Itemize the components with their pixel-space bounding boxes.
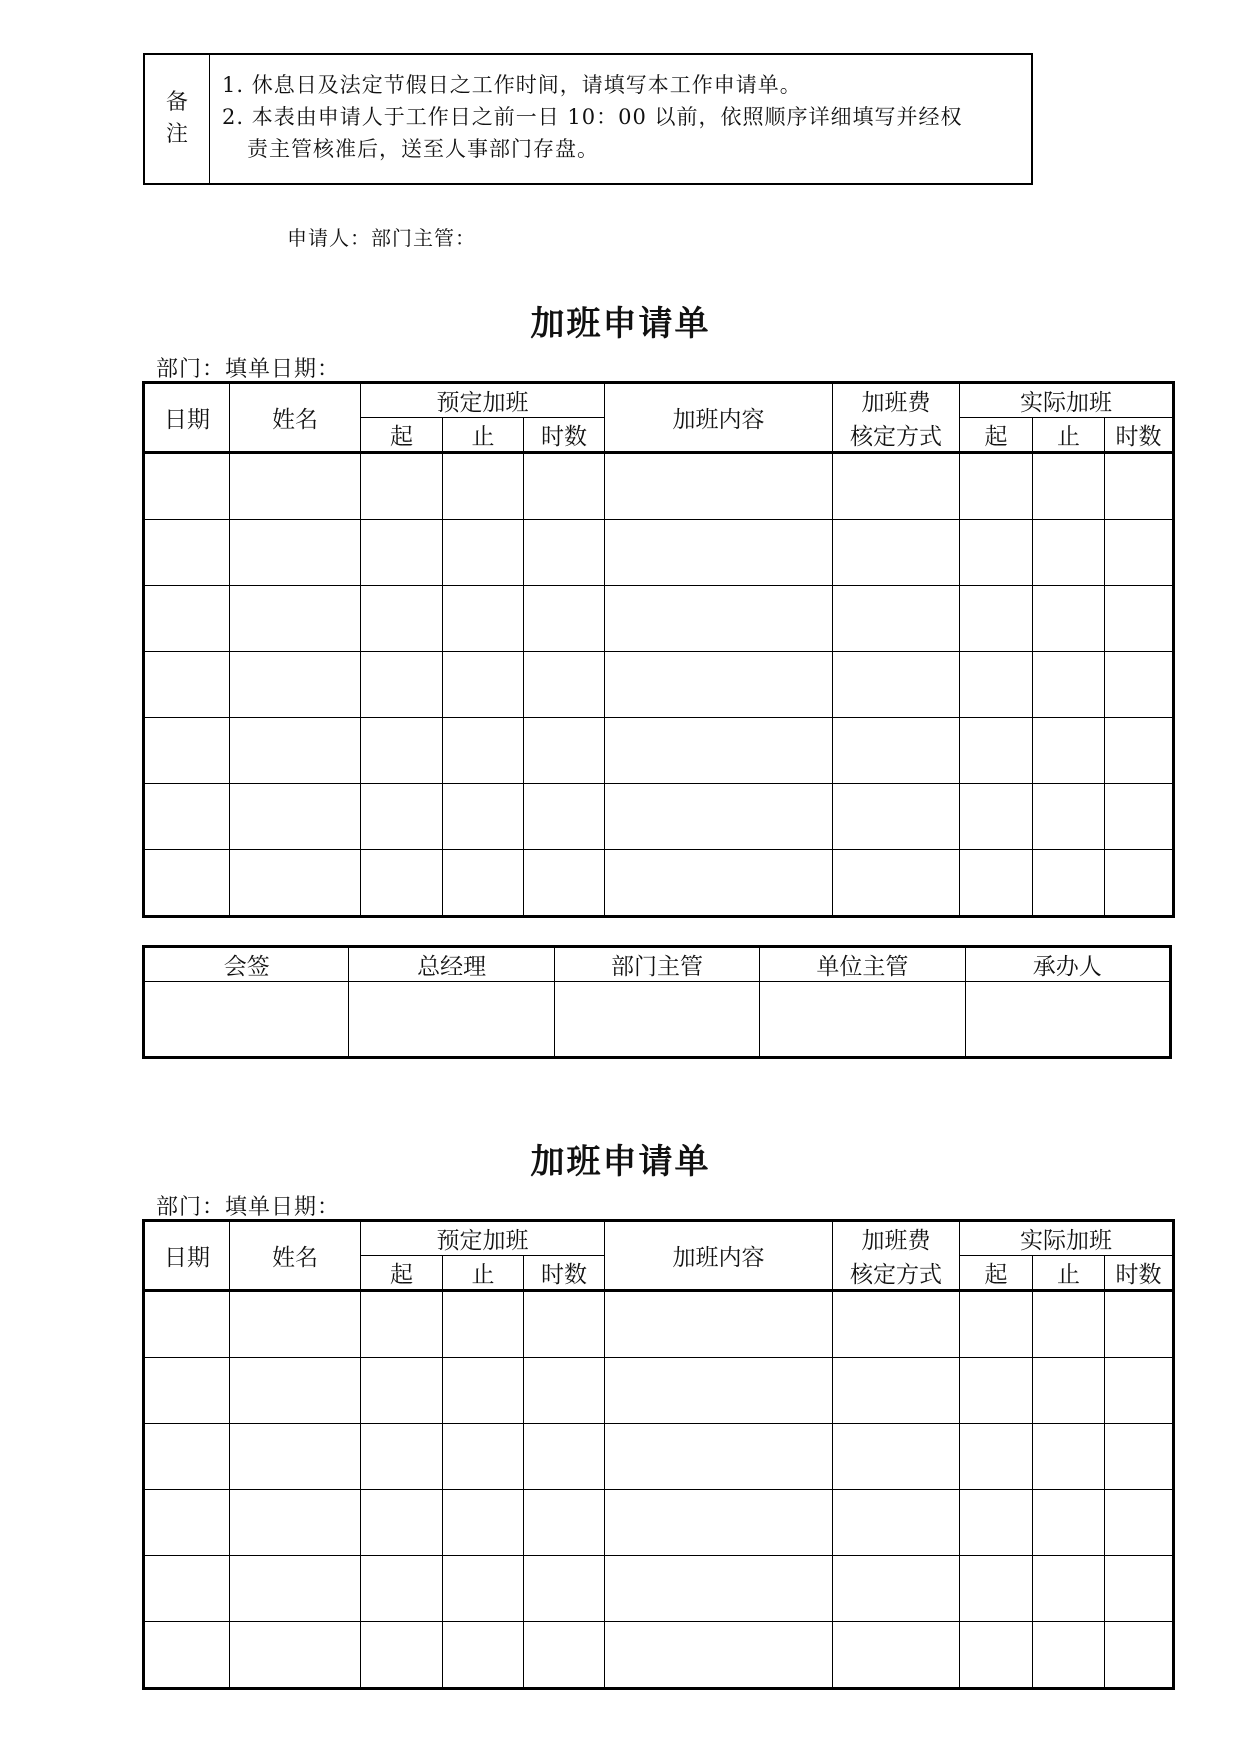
cell-name[interactable] — [230, 718, 361, 784]
cell-date[interactable] — [144, 1490, 230, 1556]
header-planned-start: 起 — [361, 418, 443, 453]
header-name: 姓名 — [230, 1221, 361, 1291]
header-actual-end: 止 — [1033, 1256, 1105, 1291]
cell-content[interactable] — [605, 520, 833, 586]
cell-actual-end[interactable] — [1033, 1358, 1105, 1424]
cell-actual-start[interactable] — [960, 1291, 1033, 1358]
header-actual-hours: 时数 — [1105, 418, 1174, 453]
cell-name[interactable] — [230, 850, 361, 917]
cell-content[interactable] — [605, 1622, 833, 1689]
table-row — [144, 1358, 1174, 1424]
approval-header-general-manager: 总经理 — [349, 947, 554, 982]
cell-content[interactable] — [605, 652, 833, 718]
approval-cell-countersign[interactable] — [144, 982, 349, 1058]
notes-label — [145, 55, 210, 183]
approval-header-dept-supervisor: 部门主管 — [554, 947, 759, 982]
cell-actual-end[interactable] — [1033, 1556, 1105, 1622]
cell-name[interactable] — [230, 1556, 361, 1622]
cell-actual-hours[interactable] — [1105, 850, 1174, 917]
cell-actual-end[interactable] — [1033, 850, 1105, 917]
notes-box — [143, 53, 1033, 185]
cell-date[interactable] — [144, 718, 230, 784]
cell-planned-hours[interactable] — [524, 1358, 605, 1424]
cell-actual-hours[interactable] — [1105, 520, 1174, 586]
cell-actual-end[interactable] — [1033, 586, 1105, 652]
cell-actual-start[interactable] — [960, 1490, 1033, 1556]
cell-date[interactable] — [144, 850, 230, 917]
cell-name[interactable] — [230, 652, 361, 718]
cell-planned-hours[interactable] — [524, 718, 605, 784]
header-actual-start: 起 — [960, 1256, 1033, 1291]
header-content: 加班内容 — [605, 1221, 833, 1291]
header-fee-line1: 加班费 — [833, 1221, 960, 1256]
cell-actual-start[interactable] — [960, 1622, 1033, 1689]
table-row — [144, 1291, 1174, 1358]
header-actual: 实际加班 — [960, 383, 1174, 418]
cell-actual-start[interactable] — [960, 586, 1033, 652]
table-row — [144, 718, 1174, 784]
cell-content[interactable] — [605, 1490, 833, 1556]
approval-header-unit-supervisor: 单位主管 — [760, 947, 965, 982]
cell-planned-start[interactable] — [361, 586, 443, 652]
cell-actual-end[interactable] — [1033, 1291, 1105, 1358]
cell-planned-start[interactable] — [361, 718, 443, 784]
cell-date[interactable] — [144, 1622, 230, 1689]
header-name: 姓名 — [230, 383, 361, 453]
notes-line-3: 责主管核准后，送至人事部门存盘。 — [247, 137, 599, 161]
cell-content[interactable] — [605, 850, 833, 917]
cell-actual-start[interactable] — [960, 520, 1033, 586]
cell-fee-method[interactable] — [833, 586, 960, 652]
header-content: 加班内容 — [605, 383, 833, 453]
cell-actual-hours[interactable] — [1105, 453, 1174, 520]
cell-actual-hours[interactable] — [1105, 586, 1174, 652]
cell-actual-start[interactable] — [960, 850, 1033, 917]
cell-name[interactable] — [230, 1424, 361, 1490]
cell-planned-start[interactable] — [361, 1556, 443, 1622]
header-planned-hours: 时数 — [524, 1256, 605, 1291]
approval-header-countersign: 会签 — [144, 947, 349, 982]
cell-planned-end[interactable] — [443, 520, 524, 586]
header-planned-start: 起 — [361, 1256, 443, 1291]
approval-header-handler: 承办人 — [965, 947, 1170, 982]
table-row — [144, 784, 1174, 850]
cell-actual-end[interactable] — [1033, 1424, 1105, 1490]
cell-fee-method[interactable] — [833, 1622, 960, 1689]
cell-fee-method[interactable] — [833, 1424, 960, 1490]
cell-planned-start[interactable] — [361, 520, 443, 586]
cell-planned-end[interactable] — [443, 1424, 524, 1490]
overtime-table-2 — [142, 1219, 1175, 1690]
cell-date[interactable] — [144, 586, 230, 652]
cell-planned-hours[interactable] — [524, 784, 605, 850]
cell-planned-end[interactable] — [443, 1291, 524, 1358]
cell-planned-end[interactable] — [443, 652, 524, 718]
cell-fee-method[interactable] — [833, 520, 960, 586]
cell-planned-hours[interactable] — [524, 1490, 605, 1556]
cell-actual-end[interactable] — [1033, 520, 1105, 586]
cell-date[interactable] — [144, 784, 230, 850]
cell-actual-hours[interactable] — [1105, 1622, 1174, 1689]
cell-planned-end[interactable] — [443, 1622, 524, 1689]
cell-date[interactable] — [144, 1424, 230, 1490]
table-row — [144, 520, 1174, 586]
table-body — [144, 1291, 1174, 1689]
cell-date[interactable] — [144, 1358, 230, 1424]
cell-planned-start[interactable] — [361, 850, 443, 917]
form-title: 加班申请单 — [530, 304, 711, 344]
header-planned-end: 止 — [443, 418, 524, 453]
notes-line-2: 2. 本表由申请人于工作日之前一日 10：00 以前，依照顺序详细填写并经权 — [222, 105, 963, 129]
header-fee-line1: 加班费 — [833, 383, 960, 418]
cell-planned-hours[interactable] — [524, 586, 605, 652]
cell-planned-start[interactable] — [361, 784, 443, 850]
cell-content[interactable] — [605, 784, 833, 850]
cell-planned-end[interactable] — [443, 1556, 524, 1622]
cell-planned-hours[interactable] — [524, 1556, 605, 1622]
cell-actual-end[interactable] — [1033, 718, 1105, 784]
notes-label-char: 注 — [165, 122, 188, 147]
cell-fee-method[interactable] — [833, 1490, 960, 1556]
cell-actual-end[interactable] — [1033, 1490, 1105, 1556]
cell-planned-start[interactable] — [361, 1622, 443, 1689]
table-row — [144, 586, 1174, 652]
header-planned-hours: 时数 — [524, 418, 605, 453]
cell-planned-hours[interactable] — [524, 652, 605, 718]
cell-actual-hours[interactable] — [1105, 1358, 1174, 1424]
header-fee-line2: 核定方式 — [833, 1256, 960, 1291]
header-planned: 预定加班 — [361, 1221, 605, 1256]
cell-fee-method[interactable] — [833, 784, 960, 850]
header-actual: 实际加班 — [960, 1221, 1174, 1256]
cell-name[interactable] — [230, 1291, 361, 1358]
applicant-signline: 申请人：部门主管： — [287, 226, 476, 250]
cell-name[interactable] — [230, 1358, 361, 1424]
cell-planned-hours[interactable] — [524, 1622, 605, 1689]
cell-actual-start[interactable] — [960, 718, 1033, 784]
approval-cell-handler[interactable] — [965, 982, 1170, 1058]
cell-planned-end[interactable] — [443, 718, 524, 784]
form-meta: 部门：填单日期： — [156, 1195, 341, 1220]
cell-actual-end[interactable] — [1033, 1622, 1105, 1689]
table-row — [144, 652, 1174, 718]
cell-actual-end[interactable] — [1033, 453, 1105, 520]
cell-planned-start[interactable] — [361, 453, 443, 520]
header-actual-hours: 时数 — [1105, 1256, 1174, 1291]
cell-actual-hours[interactable] — [1105, 718, 1174, 784]
notes-body — [210, 55, 1031, 183]
cell-actual-start[interactable] — [960, 1424, 1033, 1490]
cell-planned-end[interactable] — [443, 1490, 524, 1556]
cell-planned-hours[interactable] — [524, 520, 605, 586]
cell-actual-start[interactable] — [960, 784, 1033, 850]
cell-actual-hours[interactable] — [1105, 1556, 1174, 1622]
cell-actual-end[interactable] — [1033, 652, 1105, 718]
header-fee-line2: 核定方式 — [833, 418, 960, 453]
cell-actual-hours[interactable] — [1105, 652, 1174, 718]
cell-actual-hours[interactable] — [1105, 1490, 1174, 1556]
cell-date[interactable] — [144, 520, 230, 586]
form-title: 加班申请单 — [530, 1142, 711, 1182]
cell-name[interactable] — [230, 784, 361, 850]
form-meta: 部门：填单日期： — [156, 357, 341, 382]
cell-fee-method[interactable] — [833, 652, 960, 718]
header-date: 日期 — [144, 1221, 230, 1291]
cell-date[interactable] — [144, 1291, 230, 1358]
cell-actual-start[interactable] — [960, 453, 1033, 520]
cell-actual-hours[interactable] — [1105, 1291, 1174, 1358]
cell-date[interactable] — [144, 453, 230, 520]
cell-fee-method[interactable] — [833, 850, 960, 917]
cell-actual-start[interactable] — [960, 652, 1033, 718]
cell-fee-method[interactable] — [833, 1556, 960, 1622]
cell-fee-method[interactable] — [833, 718, 960, 784]
cell-actual-hours[interactable] — [1105, 784, 1174, 850]
cell-planned-start[interactable] — [361, 652, 443, 718]
cell-planned-end[interactable] — [443, 1358, 524, 1424]
cell-planned-start[interactable] — [361, 1358, 443, 1424]
table-row — [144, 453, 1174, 520]
cell-planned-end[interactable] — [443, 850, 524, 917]
table-row — [144, 850, 1174, 917]
cell-content[interactable] — [605, 1424, 833, 1490]
table-row — [144, 1490, 1174, 1556]
header-planned: 预定加班 — [361, 383, 605, 418]
header-actual-end: 止 — [1033, 418, 1105, 453]
cell-name[interactable] — [230, 1490, 361, 1556]
cell-planned-hours[interactable] — [524, 1291, 605, 1358]
cell-date[interactable] — [144, 652, 230, 718]
cell-planned-hours[interactable] — [524, 453, 605, 520]
cell-planned-end[interactable] — [443, 453, 524, 520]
cell-planned-hours[interactable] — [524, 850, 605, 917]
cell-actual-end[interactable] — [1033, 784, 1105, 850]
header-planned-end: 止 — [443, 1256, 524, 1291]
cell-planned-start[interactable] — [361, 1424, 443, 1490]
cell-content[interactable] — [605, 1291, 833, 1358]
cell-name[interactable] — [230, 453, 361, 520]
table-row — [144, 1424, 1174, 1490]
cell-content[interactable] — [605, 586, 833, 652]
cell-actual-start[interactable] — [960, 1556, 1033, 1622]
approval-table — [142, 945, 1172, 1059]
approval-cell-dept-supervisor[interactable] — [554, 982, 759, 1058]
cell-planned-hours[interactable] — [524, 1424, 605, 1490]
cell-date[interactable] — [144, 1556, 230, 1622]
cell-name[interactable] — [230, 520, 361, 586]
overtime-table-1 — [142, 381, 1175, 918]
cell-content[interactable] — [605, 1556, 833, 1622]
table-row — [144, 1622, 1174, 1689]
table-row — [144, 1556, 1174, 1622]
cell-planned-start[interactable] — [361, 1291, 443, 1358]
approval-cell-unit-supervisor[interactable] — [760, 982, 965, 1058]
cell-actual-hours[interactable] — [1105, 1424, 1174, 1490]
cell-content[interactable] — [605, 718, 833, 784]
cell-fee-method[interactable] — [833, 453, 960, 520]
table-body — [144, 453, 1174, 917]
cell-content[interactable] — [605, 453, 833, 520]
cell-name[interactable] — [230, 586, 361, 652]
notes-label-char: 备 — [165, 90, 188, 115]
cell-planned-end[interactable] — [443, 586, 524, 652]
cell-planned-end[interactable] — [443, 784, 524, 850]
cell-fee-method[interactable] — [833, 1358, 960, 1424]
header-date: 日期 — [144, 383, 230, 453]
cell-fee-method[interactable] — [833, 1291, 960, 1358]
cell-actual-start[interactable] — [960, 1358, 1033, 1424]
notes-line-1: 1. 休息日及法定节假日之工作时间，请填写本工作申请单。 — [222, 73, 802, 97]
header-actual-start: 起 — [960, 418, 1033, 453]
cell-name[interactable] — [230, 1622, 361, 1689]
approval-cell-general-manager[interactable] — [349, 982, 554, 1058]
cell-content[interactable] — [605, 1358, 833, 1424]
cell-planned-start[interactable] — [361, 1490, 443, 1556]
